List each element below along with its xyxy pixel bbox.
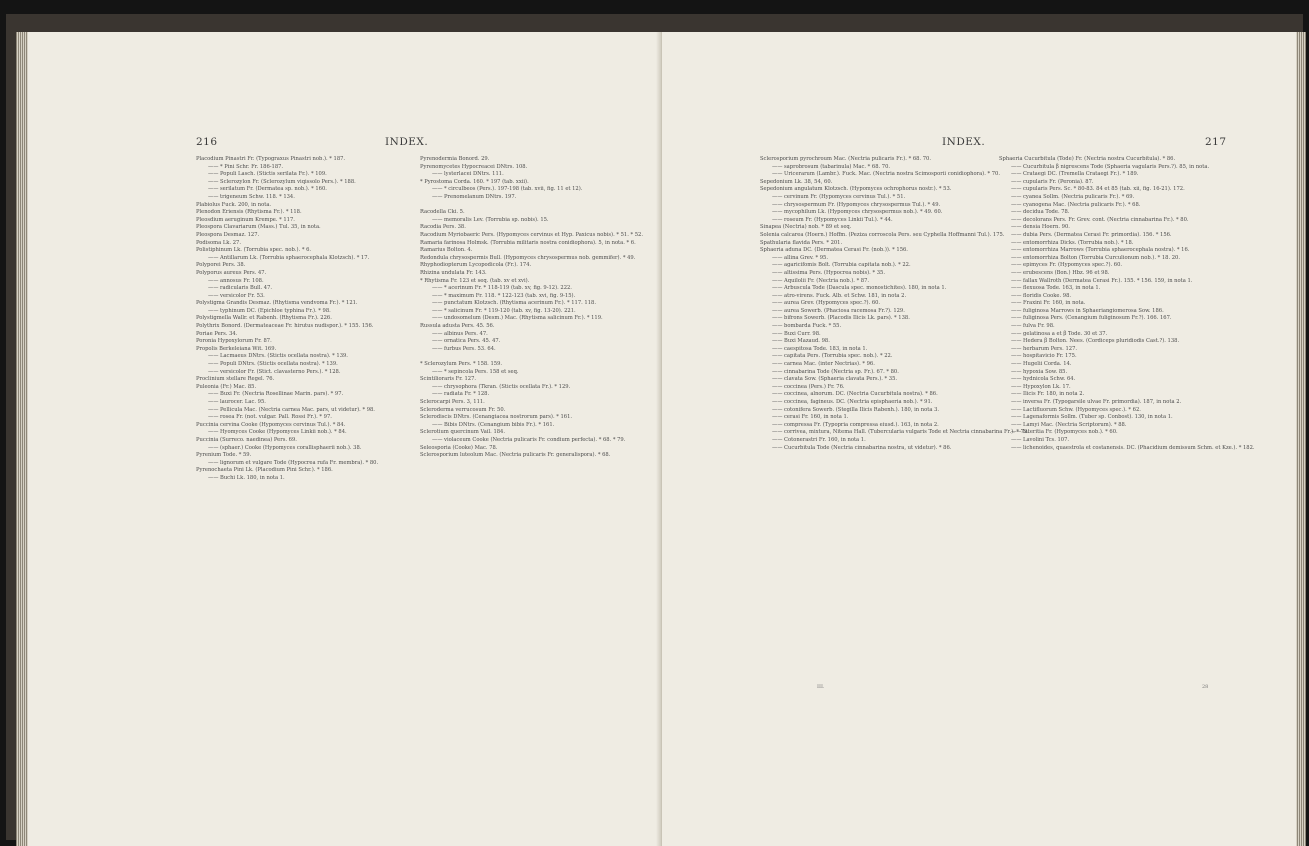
index-entry: —— * Pini Schr. Fr. 186-187. — [208, 163, 284, 170]
index-entry: Rhyphodiopterum Lycopodicola (Fr.). 174. — [420, 262, 532, 269]
right-page-footer-number: 28 — [1202, 684, 1209, 690]
index-entry: —— cerasi Fr. 160, in nota 1. — [772, 414, 849, 421]
index-entry: —— lysterlacei DNtrs. 111. — [432, 171, 504, 178]
index-entry: Solenia calcarea (Hoern.) Hoffm. (Peziza corroscola Pers. seu Cyphella Hoffmanni Tul.). 175. — [760, 231, 1005, 238]
index-entry: —— compressa Fr. (Typopria compressa eiusd.). 163, in nota 2. — [772, 421, 939, 428]
right-page-number: 217 — [1205, 136, 1227, 148]
index-entry: —— Buchi Lk. 180, in nota 1. — [208, 474, 285, 481]
index-entry: Poronia Hypoxylorum Fr. 87. — [196, 338, 272, 345]
left-page-number: 216 — [196, 136, 218, 148]
index-entry: —— floridis Cooke. 98. — [1011, 292, 1072, 299]
index-entry: * Rhytisma Fr. 123 et seq. (tab. xv et xvi). — [420, 277, 530, 284]
index-entry: Sclerotium quercinum Vail. 184. — [420, 429, 505, 436]
index-entry: —— altissima Pers. (Hypocrea nobis). * 35. — [772, 269, 885, 276]
book-spread — [6, 14, 1303, 840]
index-entry: —— decidua Tode. 78. — [1011, 209, 1070, 216]
index-entry: —— epimyces Fr. (Hypomyces spec.?). 60. — [1011, 262, 1123, 269]
index-entry: —— Hyomyces Cooke (Hypomyces Linkii nob.). * 84. — [208, 429, 347, 436]
index-entry: Polistiphinum Lk. (Torrubia spec. nob.). * 6. — [196, 247, 312, 254]
index-entry: Sclerosporium luteolum Mac. (Nectria pulicaris Fr. generalispora). * 68. — [420, 452, 611, 459]
index-entry: —— * acerinum Fr. * 118-119 (tab. xv, fig. 9-12). 222. — [432, 285, 572, 292]
index-entry: —— entomorrhiza Marrows (Torrubia sphaerocephala nostra). * 16. — [1011, 247, 1190, 254]
index-entry: —— fallax Wallroth (Dermatea Cerasi Fr.). 155. * 156. 159, in nota 1. — [1011, 277, 1193, 284]
index-entry: —— rosea Fr. (not. vulgar. Pall. Rossi Fr.). * 97. — [208, 414, 332, 421]
index-entry: —— punctatum Klotzsch. (Rhytisma acerinum Fr.). * 117. 118. — [432, 300, 596, 307]
index-entry: —— Antillarum Lk. (Torrubia sphaerocephala Klotzsch). * 17. — [208, 254, 370, 261]
index-entry: —— lateritia Fr. (Hypomyces nob.). * 60. — [1011, 429, 1118, 436]
index-entry: —— Lacmaeus DNtrs. (Stictis ocellata nostra). * 139. — [208, 353, 348, 360]
index-entry: Puleonia (Fr.) Mac. 85. — [196, 383, 257, 390]
index-entry: —— fuliginosa Marrows in Sphaeriangiomerosa Sow. 186. — [1011, 307, 1164, 314]
index-entry: —— Hugelii Corda. 14. — [1011, 361, 1072, 368]
index-entry: Sclerocarpi Pers. 3, 111. — [420, 399, 485, 405]
index-entry: Seleosporia (Cooke) Mac. 78. — [420, 444, 498, 451]
index-entry: —— radiata Fr. * 128. — [432, 391, 490, 398]
right-page — [662, 32, 1296, 846]
index-entry: —— decolorans Pers. Fr. Grev. cont. (Nectria cinnabarina Fr.). * 80. — [1011, 216, 1189, 223]
index-entry: —— cyanogena Mac. (Nectria pulicaris Fr.). * 68. — [1011, 201, 1141, 208]
index-entry: —— carnea Mac. (inter Nectrias). * 96. — [772, 361, 875, 368]
index-entry: Spathularia flavida Pers. * 201. — [760, 239, 843, 246]
index-entry: Poriae Pers. 34. — [196, 330, 238, 337]
index-entry: —— furbus Pers. 53. 64. — [432, 345, 496, 352]
index-entry: —— radicularis Bull. 47. — [208, 285, 273, 292]
index-entry: —— cyanea Sollm. (Nectria pulicaris Fr.). * 69. — [1011, 193, 1135, 200]
left-page — [28, 32, 660, 846]
left-column-1 — [196, 156, 404, 483]
index-entry: —— memoralis Lev. (Torrubia sp. nobis). 15. — [432, 216, 549, 223]
index-entry: —— Prenomelanum DNtrs. 197. — [432, 193, 517, 200]
left-column-2 — [420, 156, 644, 460]
index-entry: Proclinium stellare Regel. 76. — [196, 376, 275, 383]
index-entry: Rhizina undulata Fr. 143. — [420, 269, 487, 276]
index-entry: Pyrenomycetes Hypocreacei DNtrs. 108. — [420, 163, 528, 170]
index-entry — [420, 353, 630, 361]
index-entry: —— * salicinum Fr. * 119-120 (tab. xv, fig. 13-20). 221. — [432, 307, 576, 314]
index-entry: —— Buxi Fr. (Nectria Rosellinae Marin. pars). * 97. — [208, 391, 344, 398]
index-entry: Propolis Berkeleiana Wit. 169. — [196, 345, 277, 352]
right-page-header: INDEX. — [942, 136, 986, 148]
index-entry: —— cupularis Pers. Sc. * 80-83. 84 et 85 (tab. xii, fig. 16-21). 172. — [1011, 186, 1185, 193]
index-entry: —— caespitosa Tode. 183, in nota 1. — [772, 345, 868, 352]
index-entry: —— dubia Pers. (Dermatea Cerasi Fr. primordia). 156. * 156. — [1011, 231, 1172, 238]
index-entry: —— Cucurbitula Tode (Nectria cinnabarina nostra, ut videtur). * 86. — [772, 444, 952, 451]
index-entry: Pyrenochaeta Pini Lk. (Placodium Pini Schr.). * 186. — [196, 467, 333, 474]
index-entry: —— coccinea, alnorum. DC. (Nectria Cucurbitula nostra). * 86. — [772, 391, 938, 398]
index-entry: —— Bibis DNtrs. (Cenangium bibis Fr.). * 161. — [432, 421, 555, 428]
index-entry: —— fuliginosa Pers. (Cenangium fuliginosum Fr.?). 166. 167. — [1011, 315, 1172, 322]
index-entry: —— hypoxia Sow. 85. — [1011, 368, 1068, 375]
index-entry: —— Crataegi DC. (Tremella Crataegi Fr.). * 189. — [1011, 171, 1139, 178]
index-entry: —— bombarda Fuck. * 55. — [772, 323, 842, 330]
index-entry: —— cinnabarina Tode (Nectria sp. Fr.). 67. * 80. — [772, 368, 899, 375]
index-entry: —— Lagenaformis Sollm. (Tuber sp. Conbost). 130, in nota 1. — [1011, 414, 1173, 421]
index-entry: —— atro-virens. Fuck. Alb. et Schw. 181, in nota 2. — [772, 292, 907, 299]
index-entry: Racodium Myriobaeric Pers. (Hypomyces cervinus et Hyp. Paxicus nobis). * 51. * 52. — [420, 231, 644, 238]
index-entry: Scleroderma verrucosum Fr. 50. — [420, 406, 506, 413]
index-entry: —— corrivea, mixtura, Nitema Hall. (Tubercularia vulgaris Tode et Nectria cinnabarina Fr.). * 79. — [772, 429, 1029, 436]
index-entry: Russula adusta Pers. 45. 56. — [420, 323, 495, 330]
index-entry: Pleospora Desmaz. 127. — [196, 231, 260, 238]
index-entry: —— lignorum et vulgare Tode (Hypocrea rufa Fr. membra). * 80. — [208, 459, 379, 466]
index-entry: Puccinia cervina Cooke (Hypomyces cervinus Tul.). * 84. — [196, 421, 346, 428]
index-entry: —— capitata Pers. (Torrubia spec. nob.). * 22. — [772, 353, 893, 360]
index-entry: Pleospora Clavariarum (Mass.) Tul. 35, in nota. — [196, 224, 321, 231]
index-entry: —— hospitavicio Fr. 175. — [1011, 353, 1077, 360]
index-entry: —— trigeneum Schw. 118. * 134. — [208, 193, 295, 200]
index-entry: Placodium Pinastri Fr. (Typograxus Pinastri nob.). * 187. — [196, 156, 346, 162]
index-entry: Pyrenodermia Bonord. 29. — [420, 156, 490, 162]
index-entry: Ramaria farinosa Holmsk. (Torrubia militaris nostra conidiophora). 5, in nota. * 6. — [420, 239, 636, 246]
index-entry: Puccinia (Surreco. naedinea) Pers. 69. — [196, 436, 297, 443]
index-entry: —— clavata Sow. (Sphaeria clavata Pers.). * 35. — [772, 376, 898, 383]
index-entry: —— lichenoides, quaestrola et costanensis. DC. (Phacidium demissum Schm. et Kze.). * 182. — [1011, 444, 1255, 451]
index-entry: —— Aquilolii Fr. (Nectria nob.). * 87. — [772, 277, 870, 284]
index-entry: —— serilatum Fr. (Dermatea sp. nob.). * 160. — [208, 186, 327, 193]
index-entry: —— chrysospermum Fr. (Hypomyces chrysospermus Tul.). * 49. — [772, 201, 941, 208]
index-entry: —— cervinum Fr. (Hypomyces cervinus Tul.). * 51. — [772, 193, 906, 200]
index-entry: —— cupularis Fr. (Peronia). 87. — [1011, 178, 1094, 185]
index-entry: Plenodon Eriensis (Rhytisma Fr.). * 118. — [196, 209, 302, 216]
index-entry: —— Buxi Mazaud. 98. — [772, 338, 830, 345]
index-entry: —— violaceum Cooke (Nectria pulicaris Fr. condium perfecta). * 68. * 79. — [432, 436, 626, 443]
index-entry: —— entomorrhiza Dicks. (Torrubia nob.). * 18. — [1011, 239, 1134, 246]
index-entry: Polyporus aureus Pers. 47. — [196, 269, 267, 276]
index-entry: Racodella Cki. 5. — [420, 209, 465, 216]
index-entry: —— albinus Pers. 47. — [432, 330, 488, 337]
index-entry: —— cotonifera Sowerb. (Stegilla Ilicis Rabenh.). 180, in nota 3. — [772, 406, 940, 413]
index-entry: —— * circulbeos (Pers.). 197-198 (tab. xvii, fig. 11 et 12). — [432, 186, 583, 193]
index-entry: Sphaeria Cucurbitula (Tode) Fr. (Nectria nostra Cucurbitula). * 86. — [999, 156, 1176, 162]
index-entry: Racodia Pers. 38. — [420, 224, 466, 231]
index-entry: —— entomorrhiza Bolton (Torrubia Curculionum nob.). * 18. 20. — [1011, 254, 1181, 261]
index-entry: —— Pellicula Mac. (Nectria carnea Mac. pars, ut videtur). * 98. — [208, 406, 375, 413]
index-entry: Redondula chrysospermis Bull. (Hypomyces chrysospermus nob. gemmifer). * 49. — [420, 254, 636, 261]
right-column-2 — [999, 156, 1255, 452]
index-entry: —— coccinea (Pers.) Fr. 76. — [772, 383, 845, 390]
index-entry: Polystigmella Wallr. et Rabenh. (Rhytisma Fr.). 226. — [196, 315, 332, 322]
index-entry: —— typhinum DC. (Epichloe typhina Fr.). * 98. — [208, 307, 331, 314]
index-entry: —— bifrons Sowerb. (Placodis Ilicis Lk. pars). * 138. — [772, 315, 910, 322]
index-entry: —— Arbuscula Tode (Dascula spec. monostichites). 180, in nota 1. — [772, 285, 947, 292]
index-entry: Sphaeria aduna DC. (Dermatea Cerasi Fr. (nob.)). * 156. — [760, 247, 908, 254]
index-entry: —— chrysophora (Tkran. (Stictis ocellata Fr.). * 129. — [432, 383, 571, 390]
index-entry: —— agaricifomis Bolt. (Torrubia capitata nob.). * 22. — [772, 262, 911, 269]
index-entry: —— Sclerozylon Fr. (Sclerozylum viqissolo Pers.). * 188. — [208, 178, 356, 185]
index-entry: —— versicolor Fr. (Stict. clavasterno Pers.). * 128. — [208, 368, 341, 375]
index-entry: —— Hypoxylon Lk. 17. — [1011, 383, 1071, 390]
index-entry: Pleosdium aeruginum Krempe. * 117. — [196, 216, 295, 223]
index-entry: —— * sepincola Pers. 158 et seq. — [432, 368, 519, 375]
index-entry: —— Fraxini Fr. 160, in nota. — [1011, 300, 1086, 307]
index-entry: —— allina Grev. * 95. — [772, 254, 828, 261]
index-entry: —— herbarum Pers. 127. — [1011, 345, 1078, 352]
index-entry: —— aurea Sowerb. (Phaciosa racemosa Fr.?). 129. — [772, 307, 905, 314]
index-entry: Sinapea (Nectria) nob. * 89 et seq. — [760, 224, 852, 231]
index-entry: Polystigma Grandis Desmaz. (Rhytisma vendvoma Fr.). * 121. — [196, 300, 358, 307]
index-entry: —— hydnicola Schw. 64. — [1011, 376, 1076, 383]
index-entry: —— mycophilum Lk. (Hypomyces chrysospermus nob.). * 49. 60. — [772, 209, 943, 216]
index-entry: —— Ilicis Fr. 180, in nota 2. — [1011, 391, 1085, 398]
page-edges-left — [16, 32, 28, 846]
index-entry: —— undosomelum (Desm.) Mac. (Rhytisma salicinum Fr.). * 119. — [432, 315, 603, 322]
index-entry: —— annosus Fr. 108. — [208, 277, 264, 284]
index-entry: —— Uricerarum (Lambr.). Fuck. Mac. (Nectria nostra Scimosporii conidiophora). * 70. — [772, 171, 1000, 178]
index-entry: —— ornatica Pers. 45. 47. — [432, 338, 501, 345]
index-entry: —— Lamyi Mac. (Nectria Scriptorum). * 88. — [1011, 421, 1127, 428]
right-column-1 — [760, 156, 1029, 452]
index-entry: Pyrenium Tode. * 59. — [196, 452, 252, 459]
index-entry: Sclerosporium pyrochroum Mac. (Nectria pulicaris Fr.). * 68. 70. — [760, 156, 931, 162]
index-entry: Sepedonium Lk. 38, 54, 60. — [760, 178, 833, 185]
index-entry: Plabiolus Fuck. 200, in nota. — [196, 201, 272, 208]
index-entry: —— * maximum Fr. 118. * 122-123 (tab. xvi, fig. 9-15). — [432, 292, 576, 299]
index-entry: —— Lavolini Tcs. 107. — [1011, 436, 1070, 443]
index-entry: —— fulva Fr. 98. — [1011, 323, 1055, 330]
index-entry: Polythrix Bonord. (Dermateaceae Fr. hirutus nudispor.). * 155. 156. — [196, 323, 374, 330]
index-entry: —— Buxi Curr. 98. — [772, 330, 821, 337]
index-entry: —— versicolor Fr. 53. — [208, 292, 265, 299]
index-entry: —— inversa Fr. (Typogarsile ulvae Fr. primordia). 187, in nota 2. — [1011, 399, 1182, 405]
index-entry: —— Cotonerastri Fr. 160, in nota 1. — [772, 436, 866, 443]
index-entry: —— gelatinosa a et β Tode. 30 et 37. — [1011, 330, 1108, 337]
index-entry: Ramarius Bolton. 4. — [420, 247, 473, 254]
index-entry: Podisoma Lk. 27. — [196, 239, 241, 246]
index-entry — [420, 202, 630, 210]
index-entry: —— (sphaer.) Cooke (Hypomyces corallisphaerii nob.). 38. — [208, 444, 362, 451]
index-entry: * Pyrostoma Corda. 160. * 197 (tab. xxii). — [420, 178, 529, 185]
index-entry: —— Cucurbitula β nigrescens Tode (Sphaeria vagularis Pers.?). 85, in nota. — [1011, 163, 1210, 170]
left-page-header: INDEX. — [385, 136, 429, 148]
index-entry: —— Populi Lasch. (Stictis serilata Fr.). * 109. — [208, 171, 327, 178]
index-entry: —— coccinea, fagineus. DC. (Nectria episphaeria nob.). * 91. — [772, 399, 933, 405]
index-entry: Sepedonium angulatum Klotzsch. (Hypomyces ochrophorus nostr.). * 53. — [760, 186, 952, 193]
index-entry: —— saprobrosum (tabarinula) Mac. * 68. 70. — [772, 163, 891, 170]
page-edges-right — [1296, 32, 1306, 846]
index-entry: —— Populi DNtrs. (Stictis ocellata nostra). * 139. — [208, 361, 338, 368]
index-entry: —— aurea Grev. (Hypomyces spec.?). 60. — [772, 300, 881, 307]
index-entry: —— densia Hoern. 90. — [1011, 224, 1070, 231]
index-entry: * Sclerozylum Pers. * 158. 159. — [420, 361, 503, 368]
index-entry: Sclerodiscis DNtrs. (Cenangiacea nostrorum pars). * 161. — [420, 414, 573, 421]
index-entry: Polyporei Pers. 38. — [196, 262, 246, 269]
index-entry: Scintilioraris Fr. 127. — [420, 376, 477, 383]
index-entry: —— Hedera β Bolton. Nees. (Cordiceps pluridiodis Cast.?). 138. — [1011, 338, 1180, 345]
index-entry: —— Lactifluorum Schw. (Hypomyces spec.). * 62. — [1011, 406, 1141, 413]
index-entry: —— roseum Fr. (Hypomyces Linkii Tul.). * 44. — [772, 216, 893, 223]
right-page-signature: III. — [817, 684, 825, 690]
index-entry: —— flexuosa Tode. 163, in nota 1. — [1011, 285, 1101, 292]
index-entry: —— erubescens (Bon.) Hbz. 96 et 98. — [1011, 269, 1110, 276]
index-entry: —— laurocer. Lac. 95. — [208, 399, 266, 405]
